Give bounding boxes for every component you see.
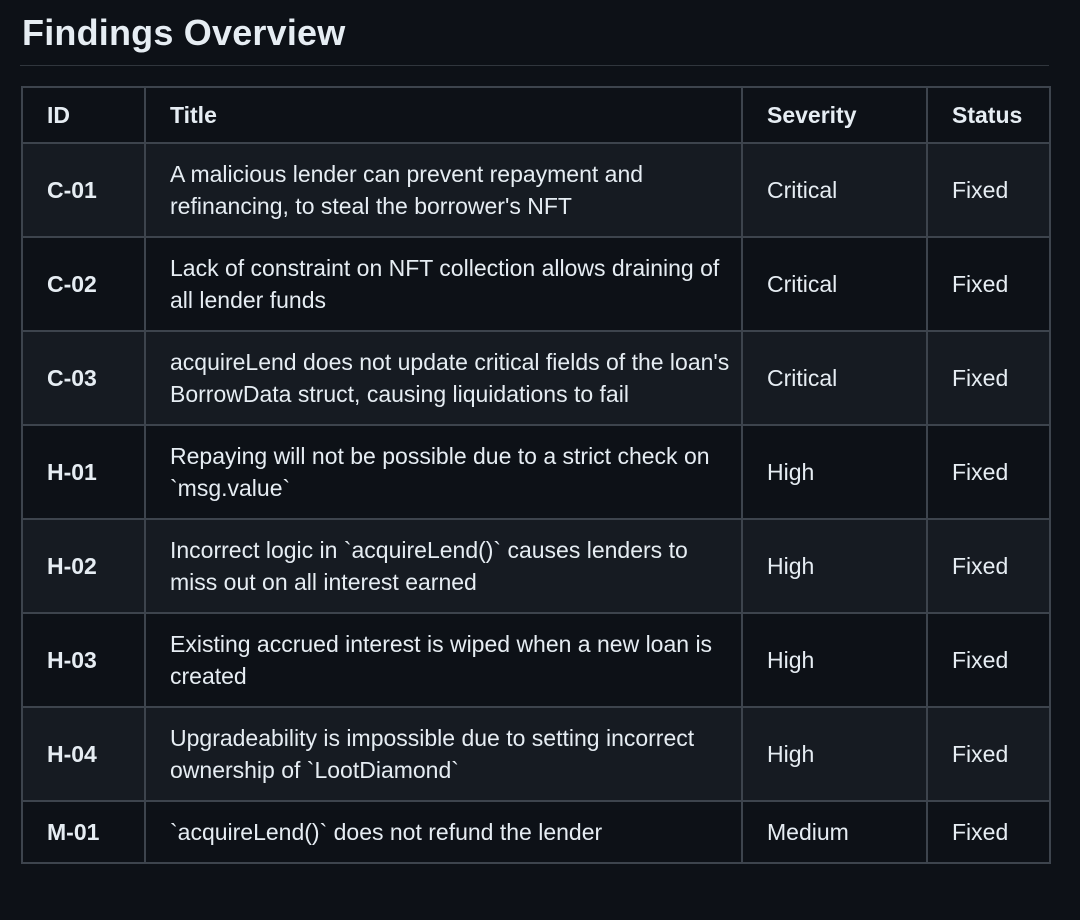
finding-title: Upgradeability is impossible due to setting incorrect ownership of `LootDiamond` [145, 707, 742, 801]
table-row [22, 613, 1050, 707]
table-row [22, 801, 1050, 863]
page-title: Findings Overview [22, 12, 346, 53]
finding-severity: High [742, 613, 927, 707]
column-header-status: Status [927, 87, 1050, 143]
finding-id: H-01 [22, 425, 145, 519]
heading-divider [20, 65, 1049, 66]
finding-title: Lack of constraint on NFT collection allows draining of all lender funds [145, 237, 742, 331]
finding-status: Fixed [927, 519, 1050, 613]
table-row [22, 237, 1050, 331]
column-header-title: Title [145, 87, 742, 143]
finding-severity: Critical [742, 331, 927, 425]
finding-severity: Critical [742, 237, 927, 331]
finding-status: Fixed [927, 425, 1050, 519]
finding-severity: High [742, 425, 927, 519]
finding-severity: High [742, 519, 927, 613]
finding-status: Fixed [927, 237, 1050, 331]
column-header-id: ID [22, 87, 145, 143]
finding-title: Repaying will not be possible due to a strict check on `msg.value` [145, 425, 742, 519]
finding-title: Incorrect logic in `acquireLend()` causes lenders to miss out on all interest earned [145, 519, 742, 613]
table-header-row [22, 87, 1050, 143]
finding-severity: Medium [742, 801, 927, 863]
table-row [22, 425, 1050, 519]
finding-id: C-02 [22, 237, 145, 331]
finding-id: H-02 [22, 519, 145, 613]
finding-title: A malicious lender can prevent repayment and refinancing, to steal the borrower's NFT [145, 143, 742, 237]
finding-severity: Critical [742, 143, 927, 237]
finding-id: H-03 [22, 613, 145, 707]
table-row [22, 143, 1050, 237]
finding-id: C-03 [22, 331, 145, 425]
finding-status: Fixed [927, 143, 1050, 237]
finding-status: Fixed [927, 331, 1050, 425]
table-row [22, 331, 1050, 425]
finding-title: `acquireLend()` does not refund the lender [145, 801, 742, 863]
finding-status: Fixed [927, 707, 1050, 801]
finding-id: C-01 [22, 143, 145, 237]
finding-title: acquireLend does not update critical fields of the loan's BorrowData struct, causing liquidations to fail [145, 331, 742, 425]
finding-id: M-01 [22, 801, 145, 863]
finding-status: Fixed [927, 801, 1050, 863]
finding-id: H-04 [22, 707, 145, 801]
table-row [22, 519, 1050, 613]
finding-severity: High [742, 707, 927, 801]
findings-table [21, 86, 1051, 864]
finding-title: Existing accrued interest is wiped when a new loan is created [145, 613, 742, 707]
table-row [22, 707, 1050, 801]
column-header-severity: Severity [742, 87, 927, 143]
finding-status: Fixed [927, 613, 1050, 707]
